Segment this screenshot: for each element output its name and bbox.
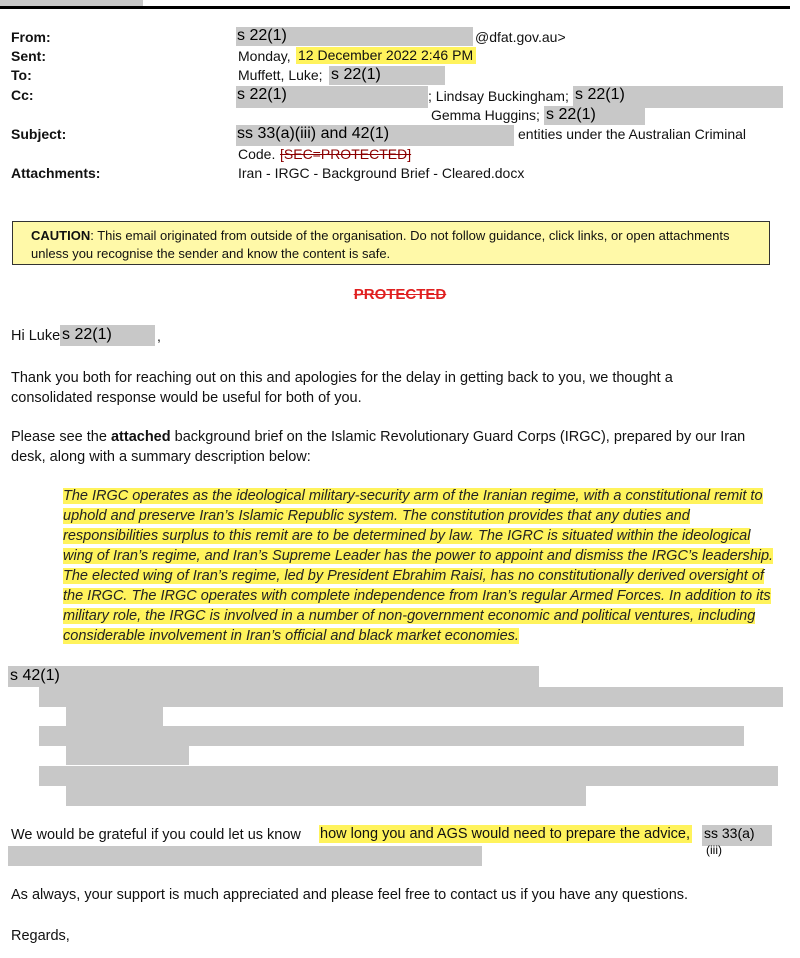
closing: Regards, — [11, 928, 70, 944]
para3-redaction-label-b: (iii) — [706, 843, 722, 857]
para3-highlight: how long you and AGS would need to prepare the advice, — [320, 826, 691, 842]
body-paragraph-1: Thank you both for reaching out on this and apologies for the delay in getting back to you, we thought a consolidated response would be useful for both of you. — [11, 370, 673, 406]
classification-marking: PROTECTED — [353, 286, 447, 303]
top-rule — [0, 6, 790, 9]
cc-label: Cc: — [11, 87, 34, 103]
to-name: Muffett, Luke; — [238, 67, 323, 83]
body-paragraph-2 — [11, 427, 771, 467]
subject-text-2: Code. — [238, 146, 276, 162]
to-redaction-label: s 22(1) — [331, 66, 381, 83]
greeting-comma: , — [157, 328, 161, 344]
cc-redaction-label-3: s 22(1) — [546, 106, 596, 123]
section-redaction-box-1 — [8, 666, 539, 687]
subject-redaction-label: ss 33(a)(iii) and 42(1) — [237, 125, 390, 142]
cc-name-2: Gemma Huggins; — [431, 107, 540, 123]
para2-bold: attached — [110, 429, 171, 445]
from-label: From: — [11, 29, 51, 45]
para2-pre: Please see the — [11, 429, 111, 445]
greeting: Hi Luke — [11, 328, 61, 344]
sent-day: Monday, — [238, 48, 291, 64]
cc-name-1: ; Lindsay Buckingham; — [428, 88, 569, 104]
para3-redaction-box-2 — [8, 846, 482, 866]
irgc-summary-text: The IRGC operates as the ideological military-security arm of the Iranian regime, with a constitutional remit to uphold and preserve Iran’s Islamic Republic system. The constitution provides that any duties and responsibilities surplus to this remit are to be determined by law. The IGRC is situated within the ideological wing of Iran’s regime, and Iran’s Supreme Leader has the power to appoint and dismiss the IRGC’s leadership. The elected wing of Iran’s regime, led by President Ebrahim Raisi, has no constitutionally derived oversight of the IRGC. The IRGC operates with complete independence from Iran’s regular Armed Forces. In addition to its military role, the IRGC is involved in a number of non-government economic and political ventures, including considerable involvement in Iran’s official and black market economies. — [63, 488, 774, 644]
section-redaction-label: s 42(1) — [10, 667, 60, 684]
greeting-redaction-label: s 22(1) — [62, 326, 112, 343]
from-redaction-label: s 22(1) — [237, 27, 287, 44]
section-redaction-box-2 — [39, 687, 783, 707]
section-redaction-box-6 — [39, 766, 778, 786]
body-paragraph-4: As always, your support is much appreciated and please feel free to contact us if you have any questions. — [11, 887, 689, 903]
attachment-link[interactable]: Iran - IRGC - Background Brief - Cleared.docx — [238, 165, 525, 181]
attachments-label: Attachments: — [11, 165, 101, 181]
caution-text: : This email originated from outside of the organisation. Do not follow guidance, click links, or open attachments unless you recognise the sender and know the content is safe. — [31, 228, 730, 261]
cc-redaction-label-2: s 22(1) — [575, 86, 625, 103]
subject-label: Subject: — [11, 126, 67, 142]
sent-label: Sent: — [11, 48, 46, 64]
subject-classification: [SEC=PROTECTED] — [280, 146, 412, 162]
caution-label: CAUTION — [31, 228, 91, 243]
from-domain: @dfat.gov.au> — [475, 29, 566, 45]
cc-redaction-label-1: s 22(1) — [237, 86, 287, 103]
para3-pre: We would be grateful if you could let us know — [11, 827, 301, 843]
section-redaction-box-3 — [66, 707, 163, 726]
section-redaction-box-4 — [39, 726, 744, 746]
to-label: To: — [11, 67, 32, 83]
para3-redaction-label-a: ss 33(a) — [704, 825, 755, 841]
sent-date: 12 December 2022 2:46 PM — [296, 47, 476, 64]
section-redaction-box-5 — [66, 746, 189, 765]
irgc-summary-quote — [63, 486, 783, 646]
section-redaction-box-7 — [66, 786, 586, 806]
para2-post: background brief on the Islamic Revolutionary Guard Corps (IRGC), prepared by our Iran desk, along with a summary description below: — [11, 429, 746, 465]
subject-text: entities under the Australian Criminal — [518, 126, 747, 142]
caution-banner — [12, 221, 770, 265]
